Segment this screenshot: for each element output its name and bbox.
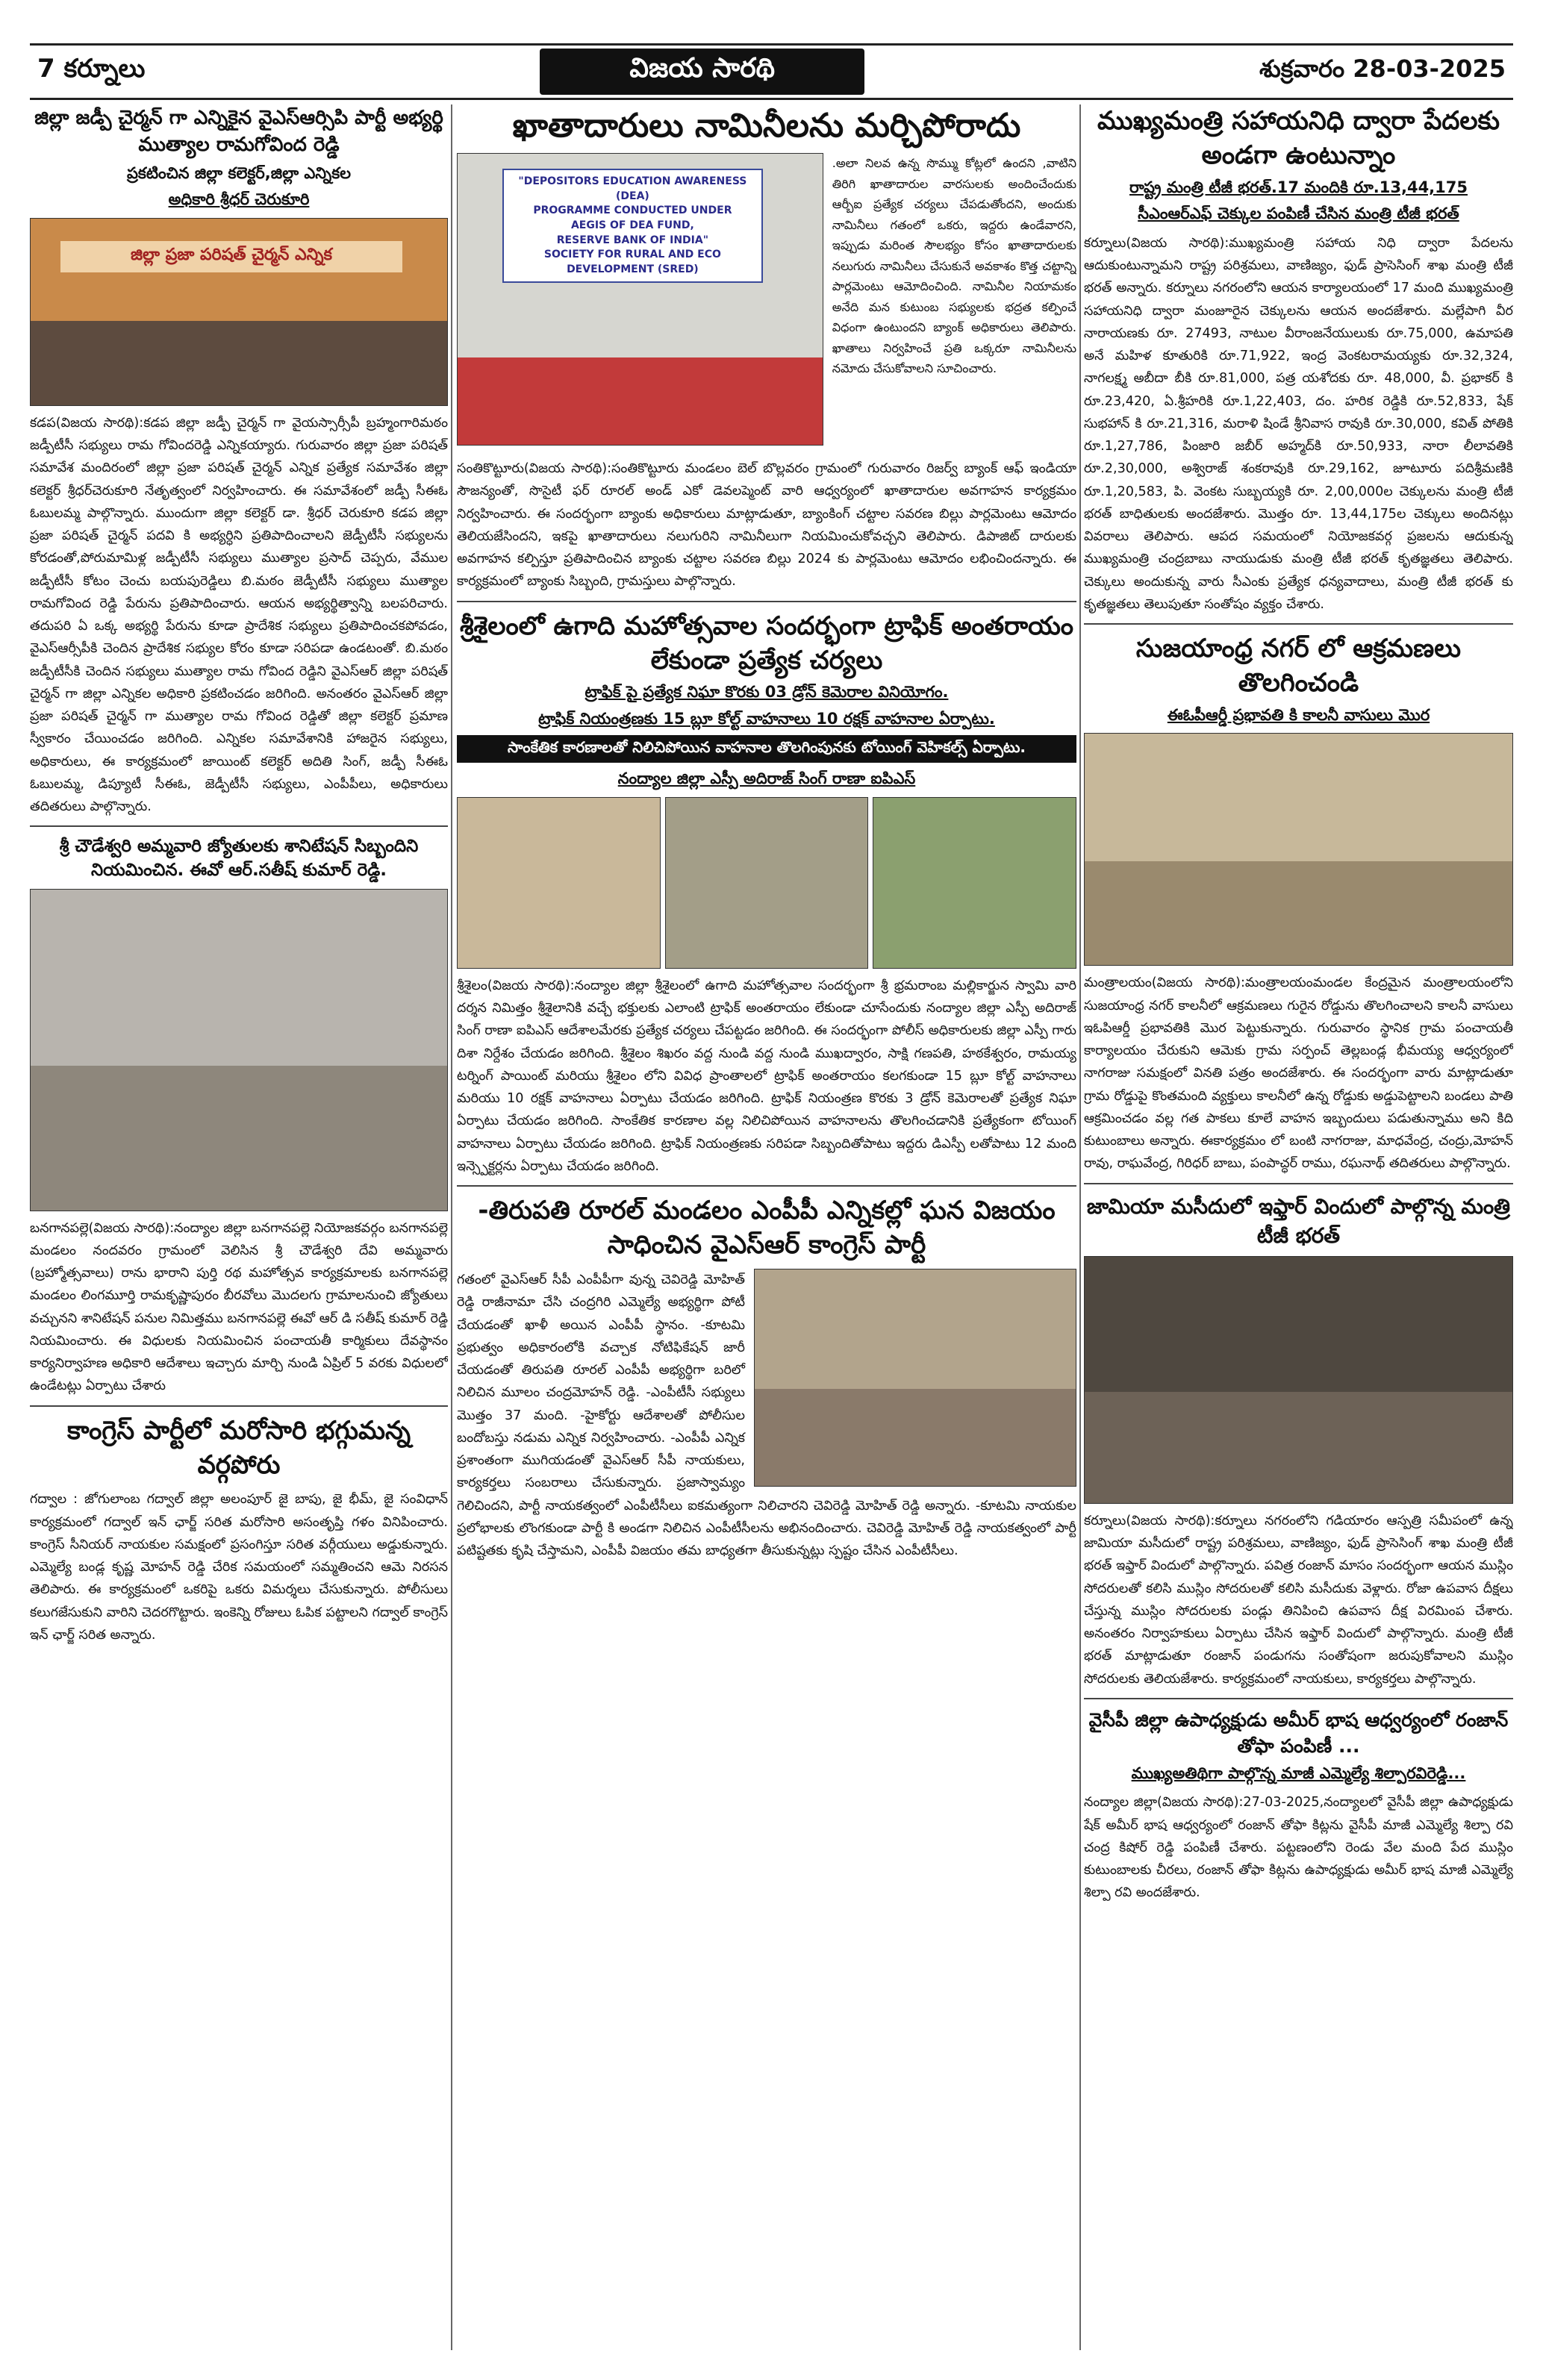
article-headline: జిల్లా జడ్పీ చైర్మన్ గా ఎన్నికైన వైఎస్ఆర్సిపి పార్టీ అభ్యర్థి ముత్యాల రామగోవింద రెడ్డి (34, 107, 443, 157)
article-subheadline: సాంకేతిక కారణాలతో నిలిచిపోయిన వాహనాల తొలగింపునకు టోయింగ్ వెహికల్స్ ఏర్పాటు. (457, 735, 1076, 763)
article-body: కడప(విజయ సారథి):కడప జిల్లా జడ్పీ చైర్మన్ గా వైయస్సార్సీపీ బ్రహ్మంగారిమఠం జడ్పీటీసీ సభ్యులు రామ గోవిందరెడ్డి ఎన్నికయ్యారు. గురువారం జిల్లా ప్రజా పరిషత్ సమావేశ మందిరంలో జిల్లా ప్రజా పరిషత్ చైర్మన్ ఎన్నిక ప్రత్యేక సమావేశం జిల్లా కలెక్టర్ శ్రీధర్‌చెరుకూరి నేతృత్వంలో నిర్వహించారు. ఈ సమావేశంలో జడ్పీ సీఈఓ ఓబులమ్మ పాల్గొన్నారు. ముందుగా జిల్లా కలెక్టర్ డా. శ్రీధర్ చెరుకూరి కడప జిల్లా ప్రజా పరిషత్ చైర్మన్ పదవి కి అభ్యర్ధిని ప్రతిపాదించాలని జెడ్పీటీసీ సభ్యులను కోరడంతో,పోరుమామిళ్ల జడ్పీటీసీ సభ్యులు ముత్యాల ప్రసాద్ చెప్పరు, వేముల జడ్పీటీసీ కోటం చెంచు బయపురెడ్డిలు బి.మఠం జెడ్పీటీసీ సభ్యులు ముత్యాల రామగోవింద రెడ్డి పేరును ప్రతిపాదించారు. ఆయన అభ్యర్థిత్వాన్ని బలపరిచారు. తదుపరి ఏ ఒక్క అభ్యర్థి పేరును కూడా ప్రాదేశిక సభ్యులు ప్రతిపాదించకపోవడం, వైఎస్ఆర్సీపీకి చెందిన ప్రాదేశిక సభ్యుల కోరం కూడా సరిపడా ఉండటంతో. బి.మఠం జడ్పీటీసీకి చెందిన సభ్యులు ముత్యాల రామ గోవింద రెడ్డిని వైఎస్ఆర్ జిల్లా పరిషత్ చైర్మన్ గా జిల్లా ఎన్నికల అధికారి ప్రకటించడం జరిగింది. అనంతరం వైఎస్ఆర్ జిల్లా ప్రజా పరిషత్ చైర్మన్ గా ముత్యాల రామ గోవింద రెడ్డితో జిల్లా కలెక్టర్ ప్రమాణ స్వీకారం చేయించడం జరిగింది. ఎన్నికల సమావేశానికి హాజరైన సభ్యులు, అధికారులు, ఈ కార్యక్రమంలో జాయింట్ కలెక్టర్ అదితి సింగ్, జడ్పీ సీఈఓ ఓబులమ్మ, డిప్యూటీ సీఈఓ, జెడ్పీటీసీ సభ్యులు, ఎంపీపీలు, అధికారులు తదితరులు పాల్గొన్నారు. (30, 415, 448, 815)
article-body: శ్రీశైలం(విజయ సారథి):నంద్యాల జిల్లా శ్రీశైలంలో ఉగాది మహోత్సవాల సందర్భంగా శ్రీ భ్రమరాంబ మల్లికార్జున స్వామి వారి దర్శన నిమిత్తం శ్రీశైలానికి వచ్చే భక్తులకు ఎలాంటి ట్రాఫిక్ అంతరాయం లేకుండా చూసేందుకు నంద్యాల జిల్లా ఎస్పీ అదిరాజ్ సింగ్ రాణా ఐపిఎస్ ఆదేశాలమేరకు ప్రత్యేక చర్యలు చేపట్టడం జరిగింది. ఈ సందర్భంగా పోలీస్ అధికారులకు జిల్లా ఎస్పీ గారు దిశా నిర్దేశం చేయడం జరిగింది. శ్రీశైలం శిఖరం వద్ద నుండి వద్ద నుండి ముఖద్వారం, సాక్షి గణపతి, హఠకేశ్వరం, రామయ్య టర్నింగ్ పాయింట్ మరియు శ్రీశైలం లోని వివిధ ప్రాంతాలలో ట్రాఫిక్ అంతరాయం కలగకుండా 15 బ్లూ కోల్ట్ వాహనాలు మరియు 10 రక్షక్ వాహనాలు ఏర్పాటు చేయడం జరిగింది. ట్రాఫిక్ నియంత్రణ కొరకు 3 డ్రోన్ కెమెరాలతో ప్రత్యేక నిఘా ఏర్పాటు చేయడం జరిగింది. సాంకేతిక కారణాల వల్ల నిలిచిపోయిన వాహనాలను తొలగించడానికి ప్రత్యేకంగా టోయింగ్ వాహనాలు ఏర్పాటు చేయడం జరిగింది. ట్రాఫిక్ నియంత్రణకు సరిపడా సిబ్బందితోపాటు ఇద్దరు డిఎస్పీ లతోపాటు 12 మంది ఇన్స్పెక్టర్లను ఏర్పాటు చేయడం జరిగింది. (457, 978, 1076, 1174)
column-divider (1079, 104, 1081, 2350)
article-divider (457, 1185, 1076, 1187)
article-headline: -తిరుపతి రూరల్ మండలం ఎంపీపీ ఎన్నికల్లో ఘన విజయం సాధించిన వైఎస్ఆర్ కాంగ్రెస్ పార్టీ (478, 1196, 1056, 1261)
iftar-photo (1084, 1256, 1513, 1504)
article-headline: సుజయాంధ్ర నగర్ లో ఆక్రమణలు తొలగించండి (1135, 634, 1462, 698)
celebration-photo (754, 1269, 1076, 1487)
article-subheadline: నంద్యాల జిల్లా ఎస్పీ అదిరాజ్ సింగ్ రాణా ఐపిఎస్ (617, 769, 916, 788)
programme-banner: "DEPOSITORS EDUCATION AWARENESS (DEA) PROGRAMME CONDUCTED UNDER AEGIS OF DEA FUND, RESERVE BANK OF INDIA" SOCIETY FOR RURAL AND ECO DEVELOPMENT (SRED) (502, 169, 763, 283)
article-divider (30, 1405, 448, 1407)
article-subheadline: సీఎంఆర్ఎఫ్ చెక్కుల పంపిణీ చేసిన మంత్రి టీజీ భరత్ (1138, 204, 1459, 223)
photo-banner-text: జిల్లా ప్రజా పరిషత్ చైర్మన్ ఎన్నిక (60, 241, 402, 272)
article-body: గతంలో వైఎస్ఆర్ సీపీ ఎంపీపీగా వున్న చెవిరెడ్డి మోహిత్ రెడ్డి రాజీనామా చేసి చంద్రగిరి ఎమ్మెల్యే అభ్యర్థిగా పోటీ చేయడంతో ఖాళీ అయిన ఎంపీపీ స్థానం. -కూటమి ప్రభుత్వం అధికారంలోకి వచ్చాక నోటిఫికేషన్ జారీ చేయడంతో తిరుపతి రూరల్ ఎంపీపీ అభ్యర్థిగా బరిలో నిలిచిన మూలం చంద్రమోహన్ రెడ్డి. -ఎంపీటీసీ సభ్యులు మొత్తం 37 మంది. -హైకోర్టు ఆదేశాలతో పోలీసుల బందోబస్తు నడుమ ఎన్నిక నిర్వహించారు. -ఎంపీపీ ఎన్నిక ప్రశాంతంగా ముగియడంతో వైఎస్ఆర్ సీపీ నాయకులు, కార్యకర్తలు సంబరాలు చేసుకున్నారు. ప్రజాస్వామ్యం గెలిచిందని, పార్టీ నాయకత్వంలో ఎంపీటీసీలు ఐకమత్యంగా నిలిచారని చెవిరెడ్డి మోహిత్ రెడ్డి అన్నారు. -కూటమి నాయకుల ప్రలోభాలకు లొంగకుండా పార్టీ కి అండగా నిలిచిన ఎంపీటీసీలను అభినందించారు. చెవిరెడ్డి మోహిత్ రెడ్డి నాయకత్వంలో పార్టీ పటిష్టతకు కృషి చేస్తామని, ఎంపీపీ విజయం తమ బాధ్యతగా తీసుకున్నట్లు స్పష్టం చేసిన ఎంపీటీసీలు. (457, 1272, 1076, 1558)
drone-view-photo (873, 797, 1076, 969)
article-headline: వైసీపీ జిల్లా ఉపాధ్యక్షుడు అమీర్ భాష ఆధ్వర్యంలో రంజాన్ తోఫా పంపిణీ ... (1088, 1708, 1509, 1757)
article-divider (457, 601, 1076, 602)
article-subheadline: ట్రాఫిక్ నియంత్రణకు 15 బ్లూ కోల్ట్ వాహనాలు 10 రక్షక్ వాహనాల ఏర్పాటు. (538, 709, 995, 728)
article-divider (30, 825, 448, 827)
newspaper-brand: విజయ సారథి (540, 49, 864, 95)
article-body: గద్వాల : జోగులాంబ గద్వాల్ జిల్లా అలంపూర్ జై బాపు, జై భీమ్, జై సంవిధాన్ కార్యక్రమంలో గద్వాల్ ఇన్ ఛార్జ్ సరిత మరోసారి అసంతృప్తి గళం వినిపించారు. కాంగ్రెస్ సీనియర్ నాయకుల సమక్షంలో ప్రసంగిస్తూ సరిత వర్గీయులు అడ్డుకున్నారు. ఎమ్మెల్యే బండ్ల కృష్ణ మోహన్ రెడ్డి చేరిక సమయంలో సమ్మతించని ఆమె నిరసన తెలిపారు. ఈ కార్యక్రమంలో ఒకరిపై ఒకరు విమర్శలు చేసుకున్నారు. పోలీసులు కలుగజేసుకుని వారిని చెదరగొట్టారు. ఇంకెన్ని రోజులు ఓపిక పట్టాలని గద్వాల్ కాంగ్రెస్ ఇన్ ఛార్జ్ సరిత అన్నారు. (30, 1492, 448, 1643)
article-subheadline: ప్రకటించిన జిల్లా కలెక్టర్,జిల్లా ఎన్నికల (126, 163, 352, 182)
article-body: మంత్రాలయం(విజయ సారథి):మంత్రాలయంమండల కేంద్రమైన మంత్రాలయంలోని సుజయాంధ్ర నగర్ కాలనీలో ఆక్రమణలు గురైన రోడ్డును తొలగించాలని కాలనీ వాసులు ఇఓపిఆర్డీ ప్రభావతికి మొర పెట్టుకున్నారు. గురువారం స్థానిక గ్రామ పంచాయతీ కార్యాలయం చేరుకుని ఆమెకు గ్రామ సర్పంచ్ తెల్లబండ్ల భీమయ్య ఆధ్వర్యంలో నాగరాజు సమక్షంలో వినతి పత్రం అందజేశారు. ఈ సందర్భంగా వారు మాట్లాడుతూ గ్రామ రోడ్డుపై కొంతమంది వ్యక్తులు కాలనీలో ఉన్న రోడ్డుకు అడ్డుపెట్టాలని బండలు పాతి ఆక్రమించడం వల్ల గత పాకలు కూలే వాహన ఇబ్బందులు పడుతున్నాము అని కిది కుటుంబాలు అన్నారు. ఈకార్యక్రమం లో బంటి నాగరాజు, మాధవేంద్ర, చంద్రు,మోహన్ రావు, రాఘవేంద్ర, గిరిధర్ బాబు, పంపాచ్ధర్ రాము, రఘనాథ్ తదితరులు పాల్గొన్నారు. (1084, 975, 1513, 1172)
article-subheadline: రాష్ట్ర మంత్రి టీజీ భరత్.17 మందికి రూ.13,44,175 (1129, 178, 1468, 196)
article-subheadline: ఈఓపీఆర్డీ ప్రభావతి కి కాలనీ వాసులు మొర (1167, 705, 1430, 724)
police-photo (457, 797, 661, 969)
column-divider (451, 104, 452, 2350)
article-headline: ఖాతాదారులు నామినీలను మర్చిపోరాదు (512, 107, 1021, 145)
article-headline: జామియా మసీదులో ఇఫ్తార్ విందులో పాల్గొన్న మంత్రి టీజీ భరత్ (1086, 1193, 1511, 1248)
article-body: సంతికొట్టూరు(విజయ సారథి):సంతికొట్టూరు మండలం బెల్ బొల్లవరం గ్రామంలో గురువారం రిజర్వ్ బ్యాంక్ ఆఫ్ ఇండియా సౌజన్యంతో, సొసైటీ ఫర్ రూరల్ అండ్ ఎకో డెవలప్మెంట్ వారి ఆధ్వర్యంలో ఖాతాదారుల అవగాహన కార్యక్రమం నిర్వహించారు. ఈ సందర్భంగా బ్యాంకు అధికారులు మాట్లాడుతూ, బ్యాంకింగ్ చట్టాల సవరణ బిల్లు పార్లమెంటు ఆమోదం తెలియజేసిందని, ఇకపై ఖాతాదారులు నలుగురిని నామినీలుగా నియమించుకోవచ్చని తెలిపారు. డిపాజిట్ దారులకు అవగాహన కల్పిస్తూ ప్రతిపాదించిన బ్యాంకు చట్టాల సవరణ బిల్లు 2024 కు పార్లమెంటు ఆమోదం లభించిందన్నారు. ఈ కార్యక్రమంలో బ్యాంకు సిబ్బంది, గ్రామస్తులు పాల్గొన్నారు. (457, 461, 1076, 590)
police-photo (665, 797, 869, 969)
temple-photo (30, 889, 448, 1211)
issue-date: శుక్రవారం 28-03-2025 (1259, 54, 1506, 83)
article-divider (1084, 623, 1513, 625)
article-body: బనగానపల్లె(విజయ సారథి):నంద్యాల జిల్లా బనగానపల్లె నియోజకవర్గం బనగానపల్లె మండలం నందవరం గ్రామంలో వెలిసిన శ్రీ చౌడేశ్వరి దేవి అమ్మవారు (బ్రహ్మోత్సవాలు) రాను భారాని పుర్తి రథ మహోత్సవ కార్యక్రమాలకు బనగానపల్లె మండలం లింగమూర్తి రామకృష్ణాపురం బీరవోలు మొదలగు గ్రామాలనుంచి జ్యోతులు వచ్చునని శానిటేషన్ పనుల నిమిత్తము బనగానపల్లె ఈవో ఆర్ డి సతీష్ కుమార్ రెడ్డి నియమించారు. ఈ విధులకు నియమించిన పంచాయతీ కార్మికులు దేవస్థానం కార్యనిర్వాహణ అధికారి ఆదేశాలు ఇచ్చారు మార్చి నుండి ఏప్రిల్ 5 వరకు విధులలో ఉండేటట్లు ఏర్పాటు చేశారు (30, 1220, 448, 1394)
article-headline: శ్రీశైలంలో ఉగాది మహోత్సవాల సందర్భంగా ట్రాఫిక్ అంతరాయం లేకుండా ప్రత్యేక చర్యలు (459, 610, 1074, 675)
colony-petition-photo (1084, 733, 1513, 966)
article-subheadline: ముఖ్యఅతిథిగా పాల్గొన్న మాజీ ఎమ్మెల్యే శిల్పారవిరెడ్డి... (1131, 1764, 1466, 1782)
article-divider (1084, 1698, 1513, 1699)
masthead (30, 43, 1513, 100)
article-subheadline: ట్రాఫిక్ పై ప్రత్యేక నిఘా కొరకు 03 డ్రోన్ కెమెరాల వినియోగం. (585, 683, 949, 702)
awareness-programme-photo (457, 153, 823, 446)
meeting-photo (30, 218, 448, 406)
article-body: నంద్యాల జిల్లా(విజయ సారథి):27-03-2025,నంద్యాలలో వైసీపీ జిల్లా ఉపాధ్యక్షుడు షేక్ అమీర్ భాష ఆధ్వర్యంలో రంజాన్ తోఫా కిట్లను వైసీపీ మాజీ ఎమ్మెల్యే శిల్పా రవి చంద్ర కిషోర్ రెడ్డి పంపిణీ చేశారు. పట్టణంలోని రెండు వేల మంది పేద ముస్లిం కుటుంబాలకు చీరలు, రంజాన్ తోఫా కిట్లను ఉపాధ్యక్షుడు అమీర్ భాష మాజీ ఎమ్మెల్యే శిల్పా రవి అందజేశారు. (1084, 1795, 1513, 1901)
article-body: కర్నూలు(విజయ సారథి):ముఖ్యమంత్రి సహాయ నిధి ద్వారా పేదలను ఆదుకుంటున్నామని రాష్ట్ర పరిశ్రమలు, వాణిజ్యం, ఫుడ్ ప్రాసెసింగ్ శాఖ మంత్రి టీజీ భరత్ అన్నారు. కర్నూలు నగరంలోని ఆయన కార్యాలయంలో 17 మంది ముఖ్యమంత్రి సహాయనిధి ద్వారా మంజూరైన చెక్కులను ఆయన అందజేశారు. మల్లేపాగి వీర నారాయణకు రూ. 27493, నాటుల వీరాంజనేయులుకు రూ.75,000, ఉమాపతి అనే మహిళ కూతురికి రూ.71,922, ఇంద్ర వెంకటరామయ్యకు రూ.32,324, నాగలక్ష్మ అబీదా బీకి రూ.81,000, పత్ర యశోదకు రూ. 48,000, వీ. ప్రభాకర్ కి రూ.23,420, ఏ.శ్రీహరికి రూ.1,22,403, దం. హరిక రెడ్డికి రూ.52,833, షేక్ సుభహాన్ కి రూ.21,316, మరాళి షిండే శ్రీనివాస రావుకి రూ.30,000, కవిత్ పోతికి రూ.1,27,786, పింజారి జబీర్ అహ్మద్‌కి రూ.50,933, నారా లీలావతికి రూ.2,30,000, అశ్విరాజ్ శంకరావుకి రూ.29,162, జూటూరు పదిశ్రీమణికి రూ.1,20,583, పి. వెంకట సుబ్బయ్యకి రూ. 2,00,000ల చెక్కులను మంత్రి టీజీ భరత్ బాధితులకు అందజేశారు. మొత్తం రూ. 13,44,175ల చెక్కులు అందినట్లు వివరాలు తెలిపారు. ఆపద సమయంలో నియోజకవర్గ ప్రజలను ఆదుకున్న ముఖ్యమంత్రి చంద్రబాబు నాయుడుకు మంత్రి టీజీ భరత్ కృతజ్ఞతలు తెలిపారు. చెక్కులు అందుకున్న వారు సీఎంకు ప్రత్యేక ధన్యవాదాలు, మంత్రి టీజీ భరత్ కు కృతజ్ఞతలు తెలుపుతూ సంతోషం వ్యక్తం చేశారు. (1084, 235, 1513, 612)
article-divider (1084, 1183, 1513, 1184)
left-column (30, 104, 448, 2350)
right-column (1084, 104, 1513, 2350)
article-body: కర్నూలు(విజయ సారథి):కర్నూలు నగరంలోని గడియారం ఆస్పత్రి సమీపంలో ఉన్న జామియా మసీదులో రాష్ట్ర పరిశ్రమలు, వాణిజ్యం, ఫుడ్ ప్రాసెసింగ్ శాఖ మంత్రి టీజీ భరత్ ఇఫ్తార్ విందులో పాల్గొన్నారు. పవిత్ర రంజాన్ మాసం సందర్భంగా ఆయన ముస్లిం సోదరులతో కలిసి ముస్లిం సోదరులతో కలిసి మసీదుకు వెళ్లారు. రోజా ఉపవాస దీక్షలు చేస్తున్న ముస్లిం సోదరులకు పండ్లు తినిపించి ఉపవాస దీక్ష విరమింప చేశారు. అనంతరం నిర్వాహకులు ఏర్పాటు చేసిన ఇఫ్తార్ విందులో పాల్గొన్నారు. మంత్రి టీజీ భరత్ మాట్లాడుతూ రంజాన్ పండుగను సంతోషంగా జరుపుకోవాలని ముస్లిం సోదరులకు తెలియజేశారు. కార్యక్రమంలో నాయకులు, కార్యకర్తలు పాల్గొన్నారు. (1084, 1513, 1513, 1687)
traffic-photo-gallery (457, 797, 1076, 969)
article-headline: ముఖ్యమంత్రి సహాయనిధి ద్వారా పేదలకు అండగా ఉంటున్నాం (1097, 106, 1500, 170)
article-headline: కాంగ్రెస్ పార్టీలో మరోసారి భగ్గుమన్న వర్గపోరు (67, 1415, 411, 1480)
article-subheadline: అధికారి శ్రీధర్ చెరుకూరి (168, 190, 310, 209)
center-column (457, 104, 1076, 2350)
article-headline: శ్రీ చౌడేశ్వరి అమ్మవారి జ్యోతులకు శానిటేషన్ సిబ్బందిని నియమించిన. ఈవో ఆర్.సతీష్ కుమార్ రెడ్డి. (59, 837, 419, 881)
article-body: .అలా నిలవ ఉన్న సొమ్ము కోట్లలో ఉందని ,వాటిని తిరిగి ఖాతాదారుల వారసులకు అందించేందుకు ఆర్బీఐ ప్రత్యేక చర్యలు చేపడుతోందని, అందుకు నామినీలు గతంలో ఒకరు, ఇద్దరు ఉండేవారని, ఇప్పుడు మరింత సౌలభ్యం కోసం ఖాతాదారులకు నలుగురు నామినీలు చేసుకునే అవకాశం కొత్త చట్టాన్ని పార్లమెంటు ఆమోదించింది. నామినీల నియామకం అనేది మన కుటుంబ సభ్యులకు భద్రత కల్పించే విధంగా ఉంటుందని బ్యాంక్ అధికారులు తెలిపారు. ఖాతాలు నిర్వహించే ప్రతి ఒక్కరూ నామినీలను నమోదు చేసుకోవాలని సూచించారు. (832, 156, 1076, 376)
page-number: 7 కర్నూలు (37, 54, 146, 84)
